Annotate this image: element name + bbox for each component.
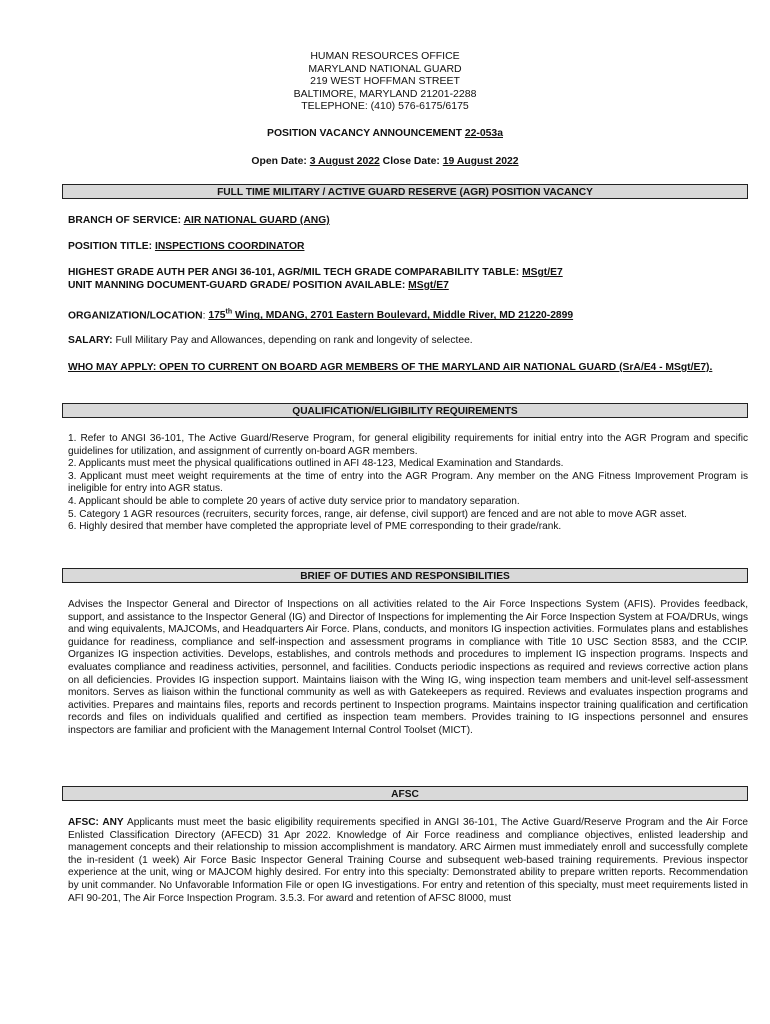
- branch-value: AIR NATIONAL GUARD (ANG): [183, 215, 330, 226]
- qualification-item: 3. Applicant must meet weight requirements at the time of entry into the AGR Program. Any member on the ANG Fitness Improvement Program is ineligible for entry into AGR status.: [68, 470, 748, 495]
- announcement-dates: Open Date: 3 August 2022 Close Date: 19 August 2022: [251, 156, 519, 167]
- header-line: 219 WEST HOFFMAN STREET: [310, 75, 460, 88]
- close-date: 19 August 2022: [442, 156, 519, 167]
- qualification-item: 4. Applicant should be able to complete 20 years of active duty service prior to mandatory separation.: [68, 495, 520, 507]
- afsc-text: AFSC: ANY Applicants must meet the basic eligibility requirements specified in ANGI 36-101, The Active Guard/Reserve Program and the Air Force Enlisted Classification Directory (AFECD) 31 Apr 2022. Knowledge of Air Force readiness and compliance objectives, enlisted leadership and management concepts and their relationship to mission accomplishment is mandatory. ARC Airmen must immediately enroll and successfully complete the in-resident (1 week) Air Force Basic Inspector General Training Course and subsequent web-based training requirements. Previous inspector experience at the unit, wing or MAJCOM highly desired. For entry into this specialty: Demonstrated ability to prepare written reports. Recommendation by unit commander. No Unfavorable Information File or open IG investigations. For entry and retention of this specialty, must meet requirements listed in AFI 90-201, The Air Force Inspection Program. 3.5.3. For award and retention of AFSC 8I000, must: [68, 817, 748, 904]
- header-line: BALTIMORE, MARYLAND 21201-2288: [293, 87, 477, 100]
- salary: SALARY: Full Military Pay and Allowances, depending on rank and longevity of selectee.: [68, 335, 473, 346]
- qualification-item: 6. Highly desired that member have completed the appropriate level of PME corresponding to their grade/rank.: [68, 521, 562, 533]
- header-line: TELEPHONE: (410) 576-6175/6175: [301, 100, 469, 113]
- position-value: INSPECTIONS COORDINATOR: [154, 241, 305, 252]
- position-title: POSITION TITLE: INSPECTIONS COORDINATOR: [68, 241, 305, 252]
- grade-available-value: MSgt/E7: [408, 279, 449, 291]
- open-date: 3 August 2022: [309, 156, 380, 167]
- announcement-title: POSITION VACANCY ANNOUNCEMENT 22-053a: [267, 128, 503, 139]
- office-header: [0, 50, 770, 113]
- grade-authorized-value: MSgt/E7: [522, 267, 563, 278]
- afsc-section-bar: AFSC: [62, 786, 748, 801]
- duties-section-bar: BRIEF OF DUTIES AND RESPONSIBILITIES: [62, 568, 748, 583]
- qualification-item: 1. Refer to ANGI 36-101, The Active Guard/Reserve Program, for general eligibility requirements for initial entry into the AGR Program and specific guidelines for utilization, and assignment of currently on-board AGR members.: [68, 433, 748, 457]
- announcement-number: 22-053a: [464, 128, 503, 139]
- qualification-item: 2. Applicants must meet the physical qualifications outlined in AFI 48-123, Medical Examination and Standards.: [68, 458, 564, 470]
- vacancy-section-bar: FULL TIME MILITARY / ACTIVE GUARD RESERVE (AGR) POSITION VACANCY: [62, 184, 748, 199]
- header-line: HUMAN RESOURCES OFFICE: [310, 50, 460, 62]
- qualification-list: [68, 433, 748, 534]
- branch-of-service: BRANCH OF SERVICE: AIR NATIONAL GUARD (ANG): [68, 215, 330, 226]
- header-line: MARYLAND NATIONAL GUARD: [308, 62, 462, 75]
- organization-location: ORGANIZATION/LOCATION: 175th Wing, MDANG, 2701 Eastern Boulevard, Middle River, MD 21220-2899: [68, 309, 574, 322]
- organization-value: 175th Wing, MDANG, 2701 Eastern Boulevard, Middle River, MD 21220-2899: [208, 309, 574, 322]
- qualification-section-bar: QUALIFICATION/ELIGIBILITY REQUIREMENTS: [62, 403, 748, 418]
- grade-info: HIGHEST GRADE AUTH PER ANGI 36-101, AGR/MIL TECH GRADE COMPARABILITY TABLE: MSgt/E7 UNIT MANNING DOCUMENT-GUARD GRADE/ POSITION AVAILABLE: MSgt/E7: [68, 267, 563, 291]
- duties-text: Advises the Inspector General and Director of Inspections on all activities related to the Air Force Inspections System (AFIS). Provides feedback, support, and assistance to the Inspector General (IG) and Director of Inspections for implementing the Air Force Inspection System at FOA/DRUs, wings and wing equivalents, MAJCOMs, and Headquarters Air Force. Plans, conducts, and monitors IG inspection activities. Formulates plans and establishes guidance for readiness, compliance and self-inspection and assessment programs in compliance with Title 10 USC Section 8583, and the CCIP. Organizes IG inspection activities. Develops, establishes, and controls methods and procedures to implement IG inspection programs. Inspects and evaluates compliance and readiness activities, personnel, and facilities. Conducts periodic inspections as required and reviews corrective action plans on all deficiencies. Provides IG inspection support. Maintains liaison with the Wing IG, wing inspection team members and unit-level self-assessment monitors. Serves as liaison within the functional community as well as with Gatekeepers as required. Reviews and evaluates inspection programs and activities. Prepares and maintains files, reports and records pertinent to Inspection programs. Maintains inspector training qualification and certification records and files on individuals qualified and certified as inspection team members. Provides training to IG inspections personnel and ensures inspectors are familiar and proficient with the Management Internal Control Toolset (MICT).: [68, 599, 748, 736]
- who-may-apply: WHO MAY APPLY: OPEN TO CURRENT ON BOARD AGR MEMBERS OF THE MARYLAND AIR NATIONAL GUARD (SrA/E4 - MSgt/E7).: [68, 362, 713, 373]
- qualification-item: 5. Category 1 AGR resources (recruiters, security forces, range, air defense, civil support) are fenced and are not able to move AGR asset.: [68, 508, 687, 520]
